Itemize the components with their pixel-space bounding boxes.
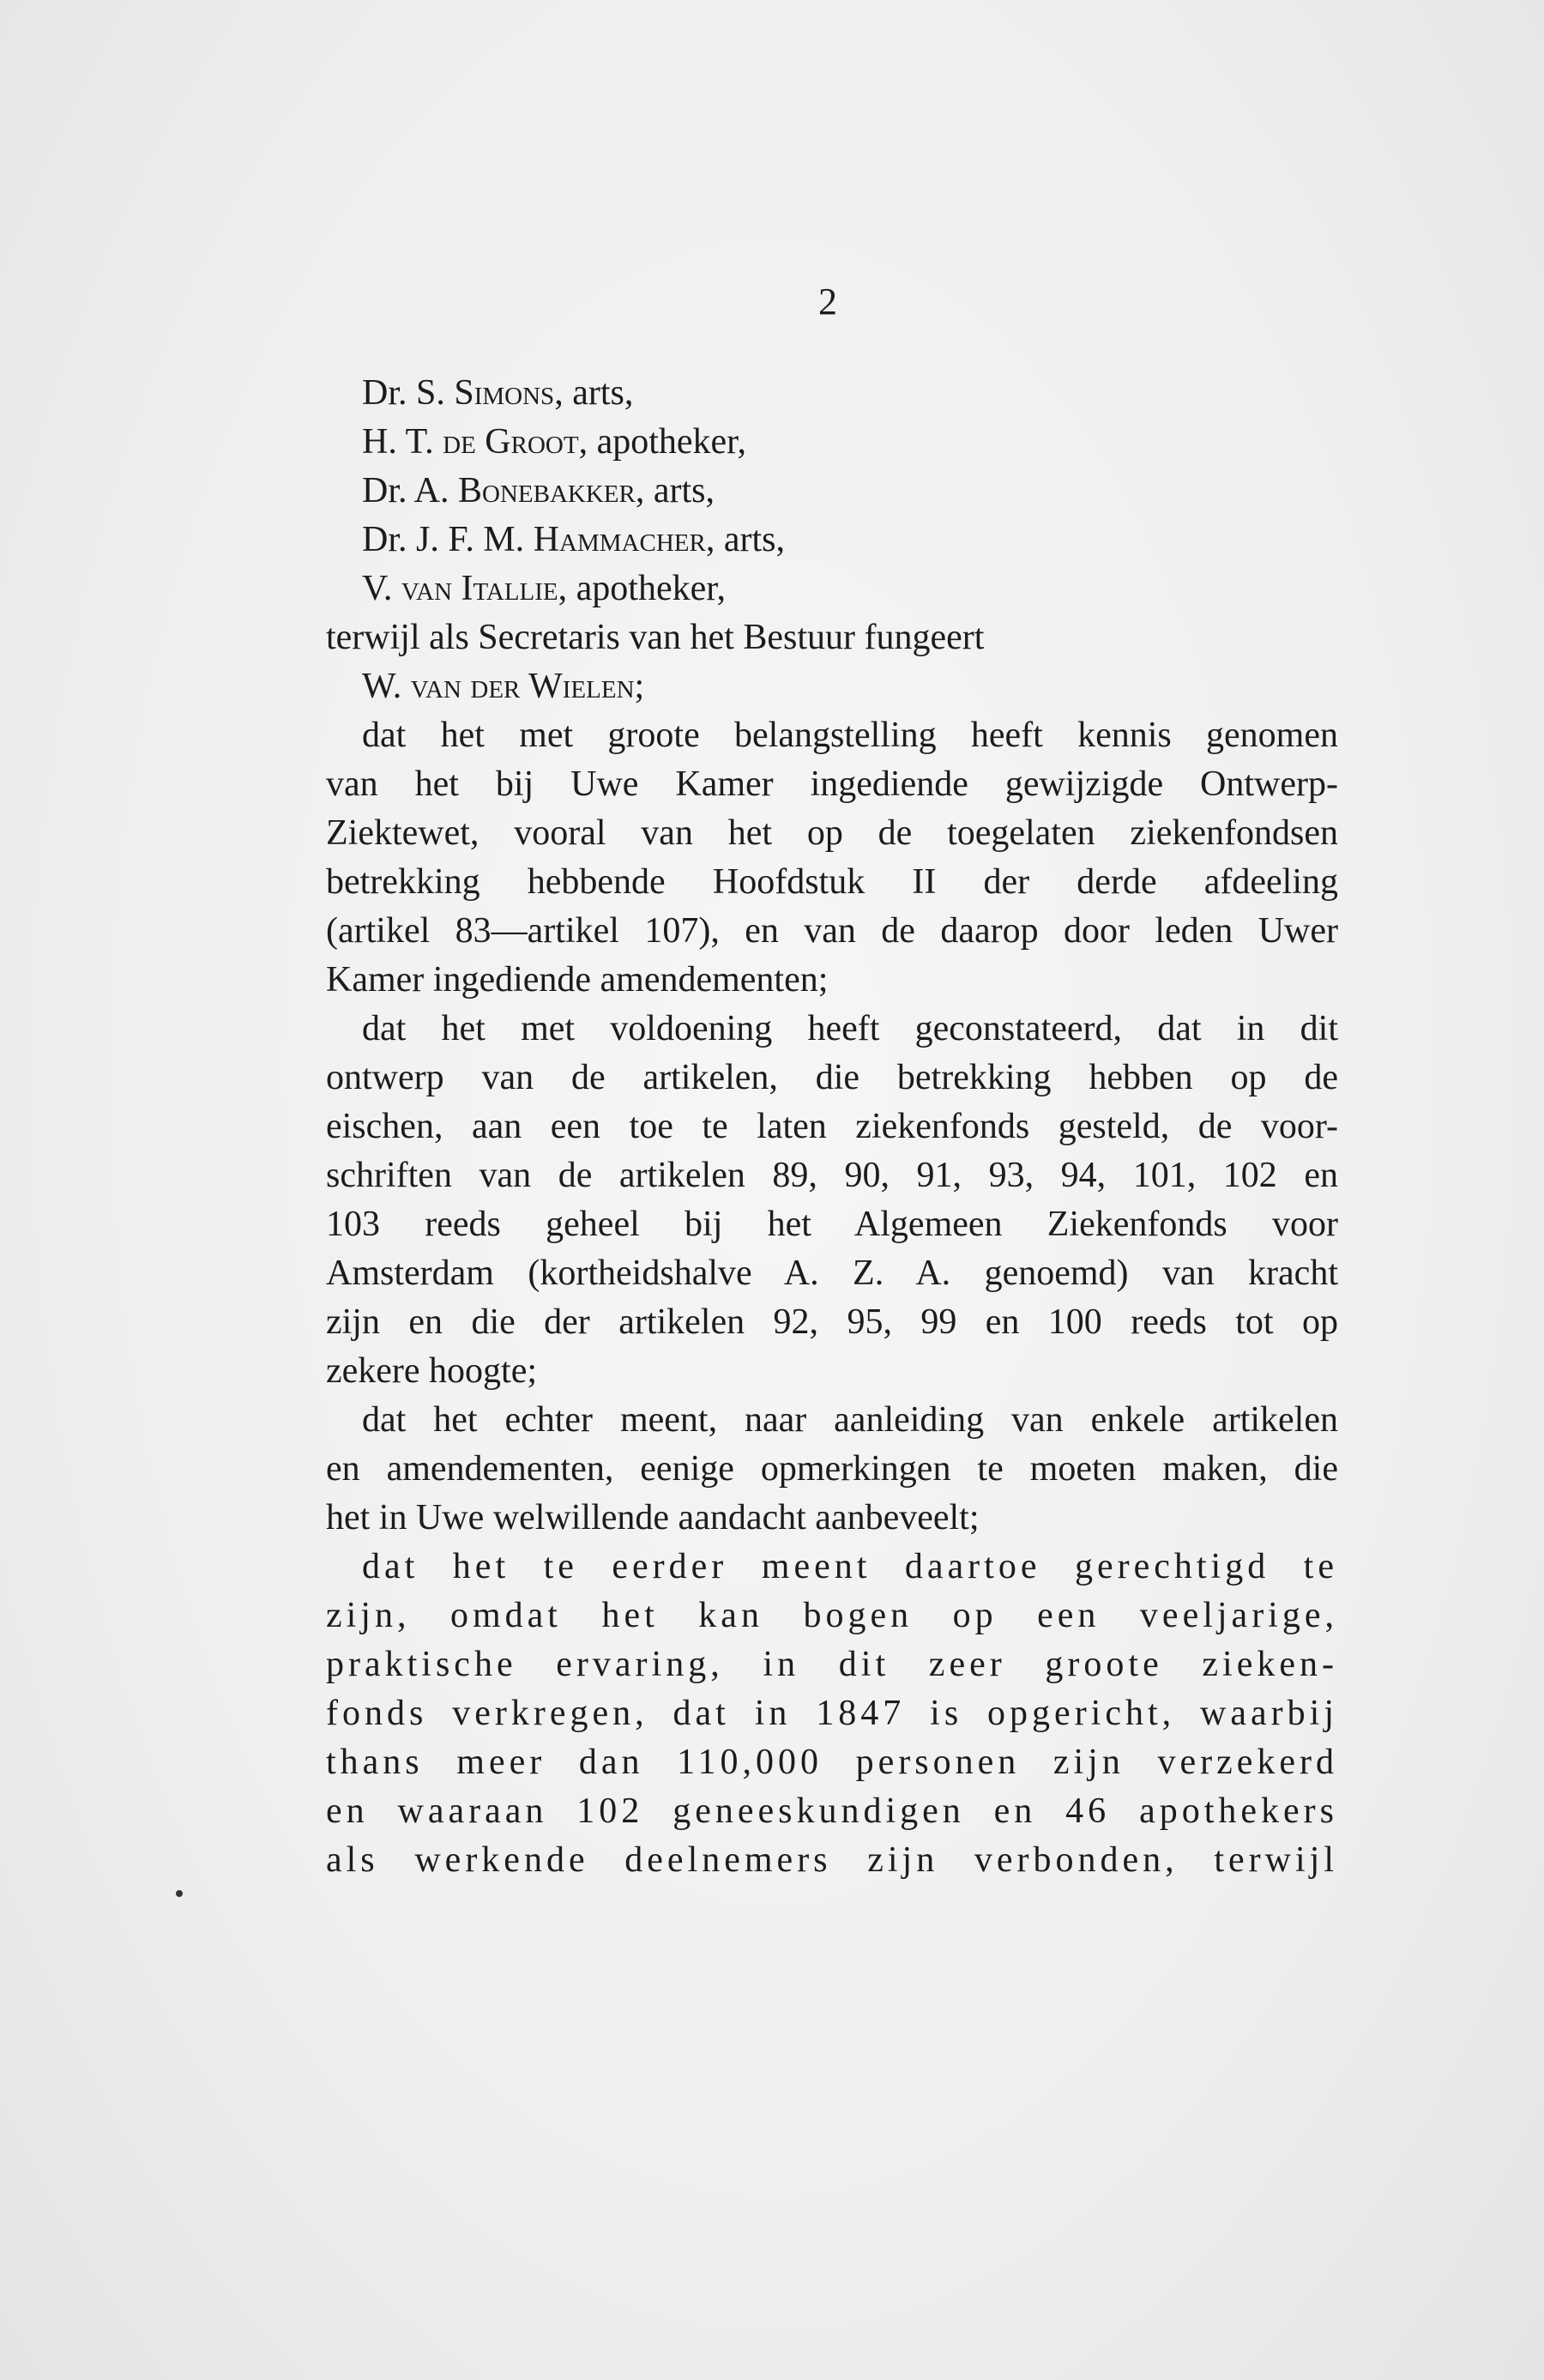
member-name: Hammacher: [533, 520, 706, 559]
paragraph-line: en amendementen, eenige opmerkingen te moeten maken, die: [326, 1449, 1338, 1489]
secretary-prefix: W.: [362, 667, 411, 706]
member-line: [326, 516, 1338, 565]
member-line: [326, 467, 1338, 516]
secretary-role: ;: [634, 667, 645, 706]
member-prefix: Dr. S.: [362, 373, 455, 413]
paragraph-line: betrekking hebbende Hoofdstuk II der derde afdeeling: [326, 862, 1338, 902]
member-name: van Itallie: [401, 569, 558, 608]
member-line: [326, 369, 1338, 418]
paragraph-line: Amsterdam (kortheidshalve A. Z. A. genoemd) van kracht: [326, 1253, 1338, 1293]
margin-dot: [176, 1890, 183, 1897]
paragraph-line: (artikel 83—artikel 107), en van de daarop door leden Uwer: [326, 911, 1338, 951]
paragraph-line: dat het echter meent, naar aanleiding van enkele artikelen: [362, 1400, 1338, 1440]
page-number: 2: [818, 281, 837, 323]
member-role: , arts,: [554, 373, 634, 413]
secretary-intro: terwijl als Secretaris van het Bestuur fungeert: [326, 618, 985, 657]
member-name: Simons: [454, 373, 555, 413]
member-prefix: V.: [362, 569, 401, 608]
paragraph: [326, 1396, 1338, 1543]
member-prefix: H. T.: [362, 422, 443, 462]
paragraph-line: praktische ervaring, in dit zeer groote zieken-: [326, 1645, 1338, 1684]
member-name: Bonebakker: [458, 471, 636, 510]
paragraph-line: fonds verkregen, dat in 1847 is opgericht, waarbij: [326, 1694, 1338, 1733]
paragraph-line: Ziektewet, vooral van het op de toegelaten ziekenfondsen: [326, 813, 1338, 853]
secretary-name: van der Wielen: [410, 667, 635, 706]
member-role: , apotheker,: [578, 422, 746, 462]
member-prefix: Dr. A.: [362, 471, 459, 510]
paragraph-line: en waaraan 102 geneeskundigen en 46 apothekers: [326, 1791, 1338, 1831]
member-prefix: Dr. J. F. M.: [362, 520, 534, 559]
member-role: , apotheker,: [558, 569, 727, 608]
paragraph-line: thans meer dan 110,000 personen zijn verzekerd: [326, 1743, 1338, 1782]
paragraph-line: eischen, aan een toe te laten ziekenfonds gesteld, de voor-: [326, 1107, 1338, 1146]
paragraph-line: Kamer ingediende amendementen;: [326, 960, 829, 1000]
paragraph-line: dat het met groote belangstelling heeft kennis genomen: [362, 716, 1338, 755]
member-name: de Groot: [443, 422, 579, 462]
paragraph-line: het in Uwe welwillende aandacht aanbeveelt;: [326, 1498, 980, 1537]
paragraph-line: zekere hoogte;: [326, 1351, 538, 1391]
member-role: , arts,: [705, 520, 785, 559]
paragraph: [326, 1005, 1338, 1396]
paragraph-line: ontwerp van de artikelen, die betrekking hebben op de: [326, 1058, 1338, 1097]
paragraph-line: zijn en die der artikelen 92, 95, 99 en 100 reeds tot op: [326, 1302, 1338, 1342]
paragraph-line: zijn, omdat het kan bogen op een veeljarige,: [326, 1596, 1338, 1635]
paragraph-line: 103 reeds geheel bij het Algemeen Ziekenfonds voor: [326, 1205, 1338, 1244]
paragraph: [326, 711, 1338, 1005]
paragraph-line: van het bij Uwe Kamer ingediende gewijzigde Ontwerp-: [326, 764, 1338, 804]
member-line: [326, 418, 1338, 467]
secretary-line: [326, 662, 1338, 711]
paragraph-line: dat het met voldoening heeft geconstateerd, dat in dit: [362, 1009, 1338, 1048]
paragraph-line: schriften van de artikelen 89, 90, 91, 93, 94, 101, 102 en: [326, 1156, 1338, 1195]
member-line: [326, 565, 1338, 613]
paragraph-line: als werkende deelnemers zijn verbonden, terwijl: [326, 1840, 1338, 1880]
document-body: [326, 369, 1338, 1885]
member-role: , arts,: [635, 471, 715, 510]
paragraph-line: dat het te eerder meent daartoe gerechtigd te: [362, 1547, 1338, 1586]
paragraph: [326, 1543, 1338, 1885]
